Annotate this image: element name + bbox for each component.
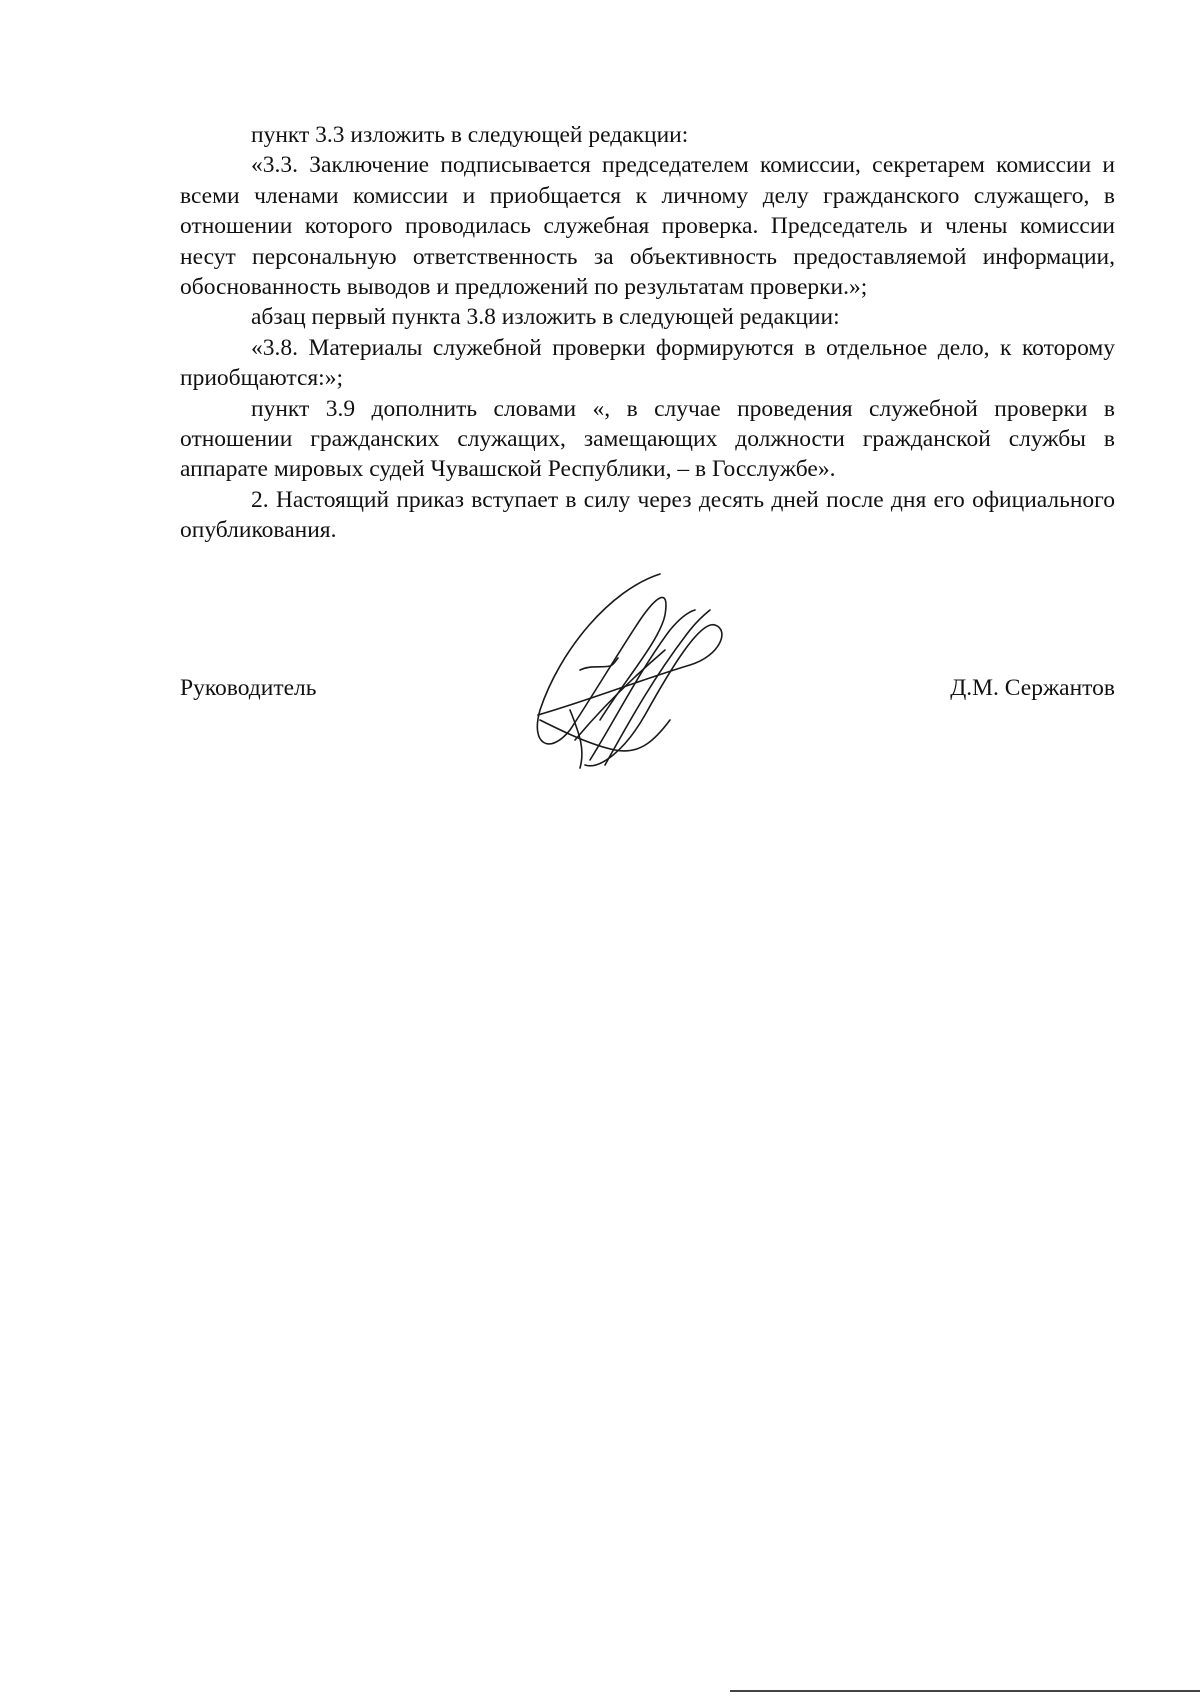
signatory-name: Д.М. Сержантов — [950, 675, 1115, 701]
paragraph-effective-date: 2. Настоящий приказ вступает в силу через десять дней после дня его официального опубликования. — [180, 486, 1115, 544]
document-body — [180, 120, 1115, 546]
paragraph-quote-3-8: «3.8. Материалы служебной проверки формируются в отдельное дело, к которому приобщаются:»; — [180, 334, 1115, 392]
handwritten-signature-image — [530, 570, 770, 790]
paragraph-amend-3-8: абзац первый пункта 3.8 изложить в следующей редакции: — [251, 304, 840, 331]
paragraph-amend-3-3: пункт 3.3 изложить в следующей редакции: — [251, 122, 689, 148]
signatory-title: Руководитель — [180, 675, 317, 701]
footer-rule — [730, 1690, 1200, 1692]
paragraph-quote-3-3: «3.3. Заключение подписывается председателем комиссии, секретарем комиссии и всеми членами комиссии и приобщается к личному делу гражданского служащего, в отношении которого проводилась служебная проверка. Председатель и члены комиссии несут персональную ответственность за объективность предоставляемой информации, обоснованность выводов и предложений по результатам проверки.»; — [180, 152, 1115, 301]
paragraph-amend-3-9: пункт 3.9 дополнить словами «, в случае проведения служебной проверки в отношении гражданских служащих, замещающих должности гражданской службы в аппарате мировых судей Чувашской Республики, – в Госслужбе». — [180, 395, 1115, 483]
